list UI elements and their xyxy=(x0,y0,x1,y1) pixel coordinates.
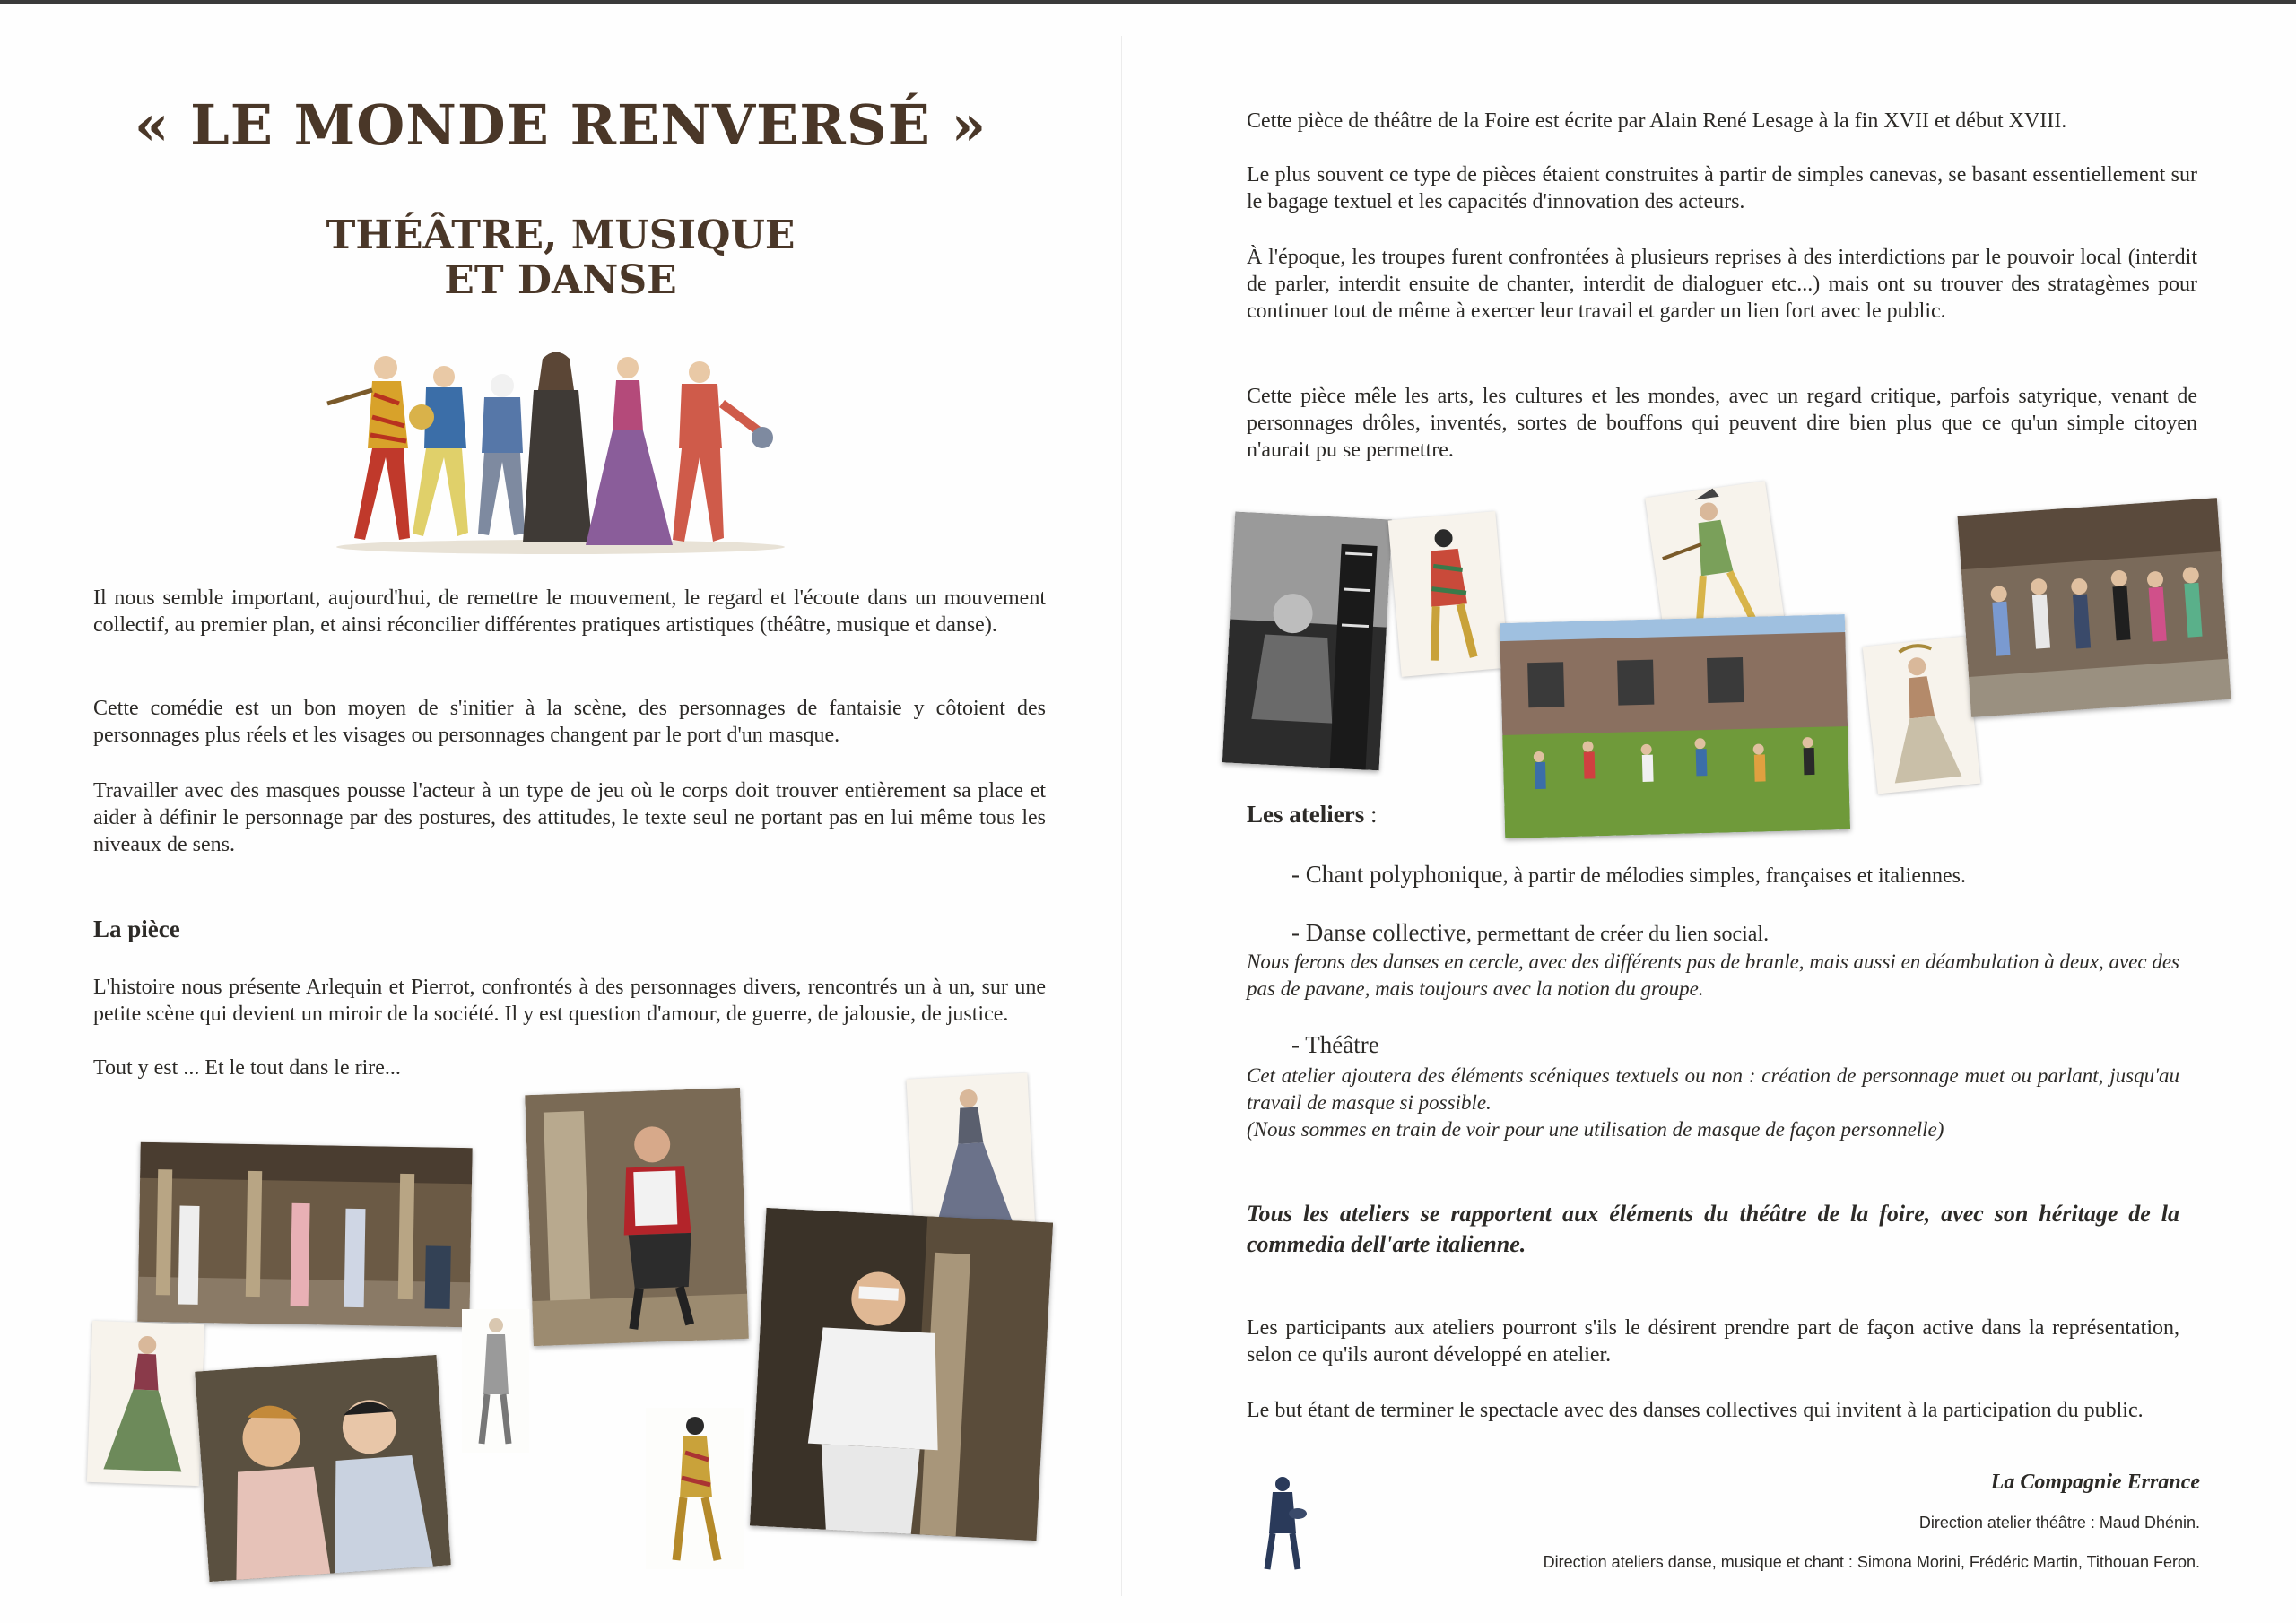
atelier-danse-detail: , permettant de créer du lien social. xyxy=(1465,923,1770,946)
direction-danse-credit: Direction ateliers danse, musique et chant : Simona Morini, Frédéric Martin, Tithouan Feron. xyxy=(1543,1553,2200,1571)
illustration-lady-card-1 xyxy=(907,1073,1036,1237)
ateliers-heading xyxy=(1247,801,1377,829)
la-piece-last-line: Tout y est ... Et le tout dans le rire... xyxy=(93,1056,401,1080)
illustration-harlequin-small xyxy=(646,1408,744,1569)
ateliers-heading-label: Les ateliers xyxy=(1247,801,1365,828)
document-title: « LE MONDE RENVERSÉ » xyxy=(134,92,987,158)
direction-theatre-credit: Direction atelier théâtre : Maud Dhénin. xyxy=(1918,1514,2200,1532)
company-signature: La Compagnie Errance xyxy=(1990,1471,2200,1494)
atelier-chant-label: - Chant polyphonique xyxy=(1292,861,1503,888)
photo-musician-piano xyxy=(1222,512,1392,771)
right-paragraph-1: Cette pièce de théâtre de la Foire est écrite par Alain René Lesage à la fin XVII et début XVIII. xyxy=(1247,109,2067,133)
right-paragraph-2: Le plus souvent ce type de pièces étaient construites à partir de simples canevas, se basant essentiellement sur le bagage textuel et les capacités d'innovation des acteurs. xyxy=(1247,163,2197,213)
subtitle-line-1: THÉÂTRE, MUSIQUE xyxy=(326,213,796,258)
ateliers-heading-colon: : xyxy=(1364,801,1378,828)
atelier-danse-description: Nous ferons des danses en cercle, avec des différents pas de branle, mais aussi en déambulation à deux, avec des pas de pavane, mais toujours avec la notion du groupe. xyxy=(1247,950,2179,1000)
photo-stage-arcade xyxy=(137,1142,472,1327)
illustration-lady-card-2 xyxy=(87,1321,204,1486)
atelier-theatre-label: - Théâtre xyxy=(1292,1031,1379,1058)
section-heading-la-piece: La pièce xyxy=(93,916,180,942)
illustration-harlequin-card xyxy=(1388,511,1509,677)
right-paragraph-3: À l'époque, les troupes furent confrontées à plusieurs reprises à des interdictions par le pouvoir local (interdit de parler, interdit ensuite de chanter, interdit de dialoguer etc...) mais ont su trouver des stratagèmes pour continuer tout de même à exercer leur travail et garder un lien fort avec le public. xyxy=(1247,246,2197,323)
right-page xyxy=(1126,0,2296,1623)
illustration-musician-small xyxy=(1251,1471,1314,1574)
atelier-chant xyxy=(1292,861,2233,889)
atelier-theatre-note: (Nous sommes en train de voir pour une utilisation de masque de façon personnelle) xyxy=(1247,1118,1944,1141)
atelier-chant-detail: , à partir de mélodies simples, françaises et italiennes. xyxy=(1502,864,1966,888)
subtitle-line-2: ET DANSE xyxy=(444,257,677,303)
page-fold xyxy=(1121,36,1122,1596)
illustration-pierrot-small xyxy=(462,1309,529,1453)
participants-paragraph: Les participants aux ateliers pourront s'ils le désirent prendre part de façon active dans la représentation, selon ce qu'ils auront développé en atelier. xyxy=(1247,1316,2179,1367)
document-subtitle xyxy=(0,213,1121,303)
illustration-dancer-card-2 xyxy=(1863,636,1981,794)
intro-paragraph-1: Il nous semble important, aujourd'hui, de remettre le mouvement, le regard et l'écoute dans un mouvement collectif, au premier plan, et ainsi réconcilier différentes pratiques artistiques (théâtre, musique et danse). xyxy=(93,586,1046,637)
atelier-theatre-description: Cet atelier ajoutera des éléments scéniques textuels ou non : création de personnage muet ou parlant, jusqu'au travail de masque si possible. xyxy=(1247,1064,2179,1114)
photo-two-actresses xyxy=(195,1355,451,1582)
photo-masked-actor-white xyxy=(750,1208,1053,1541)
atelier-danse-label: - Danse collective xyxy=(1292,919,1466,946)
closing-paragraph: Le but étant de terminer le spectacle avec des danses collectives qui invitent à la participation du public. xyxy=(1247,1399,2144,1422)
intro-paragraph-3: Travailler avec des masques pousse l'acteur à un type de jeu où le corps doit trouver entièrement sa place et aider à définir le personnage par des postures, des attitudes, le texte seul ne portant pas en lui même tous les niveaux de sens. xyxy=(93,779,1046,856)
right-paragraph-4: Cette pièce mêle les arts, les cultures et les mondes, avec un regard critique, parfois satyrique, venant de personnages drôles, inventés, sortes de bouffons qui peuvent dire bien plus que ce qu'un simple citoyen n'aurait pu se permettre. xyxy=(1247,385,2197,462)
photo-dance-lawn xyxy=(1500,614,1850,838)
photo-actor-red-vest xyxy=(525,1088,749,1346)
left-page xyxy=(0,0,1121,1623)
ateliers-bold-statement: Tous les ateliers se rapportent aux éléments du théâtre de la foire, avec son héritage de la commedia dell'arte italienne. xyxy=(1247,1201,2179,1257)
la-piece-paragraph: L'histoire nous présente Arlequin et Pierrot, confrontés à des personnages divers, rencontrés un à un, sur une petite scène qui devient un miroir de la société. Il y est question d'amour, de guerre, de jalousie, de justice. xyxy=(93,976,1046,1026)
intro-paragraph-2: Cette comédie est un bon moyen de s'initier à la scène, des personnages de fantaisie y côtoient des personnages plus réels et les visages ou personnages changent par le port d'un masque. xyxy=(93,697,1046,747)
commedia-characters-illustration xyxy=(318,341,807,556)
photo-group-dancing-street xyxy=(1958,498,2231,717)
atelier-danse xyxy=(1292,919,2233,947)
